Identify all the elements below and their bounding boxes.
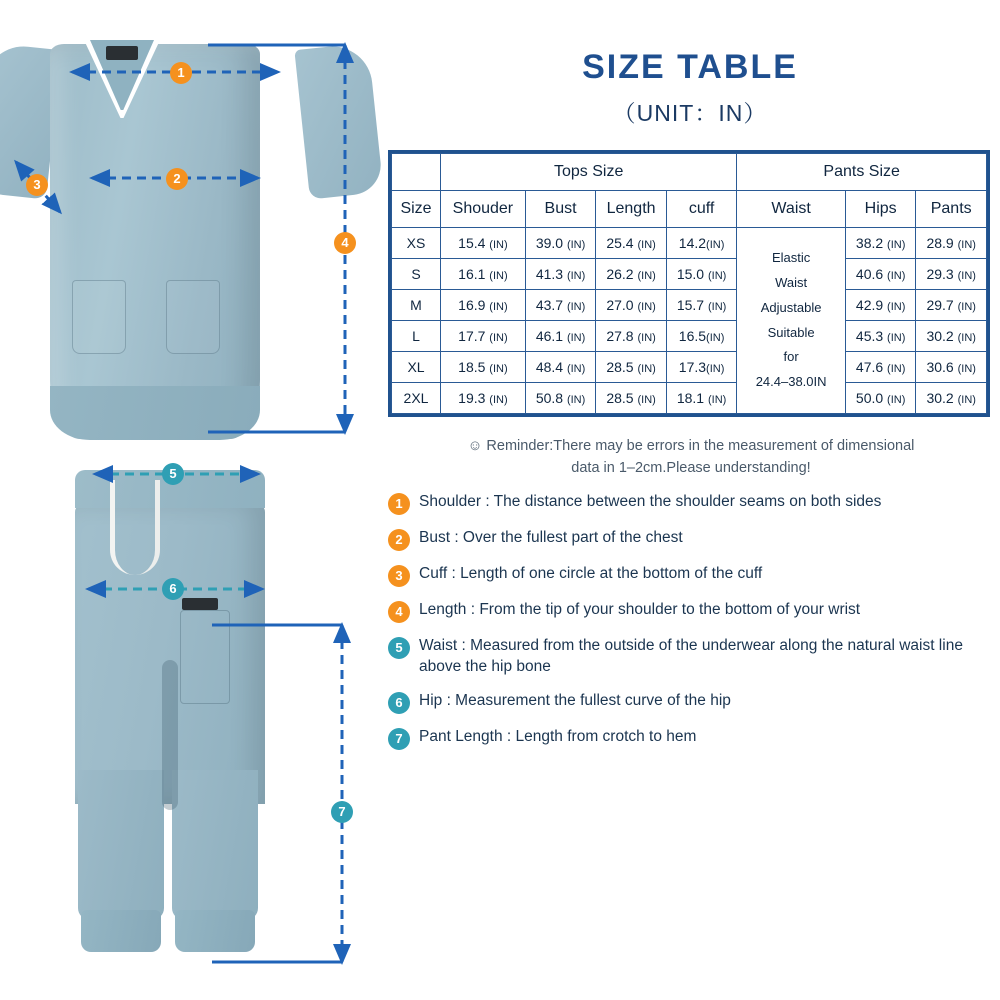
value-length: 28.5	[606, 390, 634, 406]
measurement-legend	[388, 492, 1000, 750]
cell-hips	[845, 383, 916, 414]
unit-label: (IN)	[637, 239, 656, 251]
value-hips: 45.3	[855, 328, 884, 344]
value-bust: 43.7	[535, 297, 564, 313]
page-title: SIZE TABLE	[582, 48, 798, 86]
unit-label: (IN)	[957, 301, 976, 313]
cell-shoulder	[441, 259, 526, 290]
marker-6-hip: 6	[162, 578, 184, 600]
legend-badge-3: 3	[388, 565, 410, 587]
marker-3-cuff: 3	[26, 174, 48, 196]
unit-label: (IN)	[887, 394, 906, 406]
legend-text-4: Length : From the tip of your shoulder to the bottom of your wrist	[419, 600, 861, 618]
cell-size: S	[392, 259, 441, 290]
unit-label: (IN)	[566, 363, 586, 375]
garment-illustrations	[0, 0, 380, 1000]
marker-5-waist: 5	[162, 463, 184, 485]
value-shoulder: 18.5	[458, 359, 486, 375]
cell-shoulder	[441, 383, 526, 414]
cell-length	[596, 383, 667, 414]
legend-badge-1: 1	[388, 493, 410, 515]
unit-label: (IN)	[489, 301, 508, 313]
cell-hips	[845, 321, 916, 352]
table-row	[392, 383, 987, 414]
legend-badge-5: 5	[388, 637, 410, 659]
unit-label: (IN)	[489, 270, 508, 282]
value-shoulder: 15.4	[458, 235, 486, 251]
value-pants: 30.6	[926, 359, 954, 375]
waist-note-line-3: Adjustable	[760, 299, 822, 315]
value-hips: 38.2	[855, 235, 884, 251]
cell-waist-note	[737, 228, 846, 414]
unit-label: (IN)	[957, 363, 976, 375]
legend-text-6: Hip : Measurement the fullest curve of the hip	[419, 691, 731, 709]
column-header-waist: Waist	[737, 191, 846, 228]
size-info-panel	[380, 0, 1000, 1000]
table-row	[392, 228, 987, 259]
unit-label: (IN)	[707, 270, 727, 282]
waist-note-line-4: Suitable	[767, 324, 815, 340]
unit-label: (IN)	[887, 270, 906, 282]
column-header-cuff: cuff	[666, 191, 737, 228]
unit-label: (IN)	[957, 332, 976, 344]
column-header-pants: Pants	[916, 191, 987, 228]
waist-note-line-6: 24.4–38.0IN	[755, 373, 827, 389]
table-column-header-row	[392, 191, 987, 228]
value-pants: 29.7	[926, 297, 954, 313]
value-bust: 48.4	[535, 359, 564, 375]
unit-label: (IN)	[887, 301, 906, 313]
legend-badge-4: 4	[388, 601, 410, 623]
value-pants: 30.2	[926, 390, 954, 406]
value-bust: 46.1	[535, 328, 564, 344]
marker-4-length: 4	[334, 232, 356, 254]
cell-bust	[525, 383, 596, 414]
table-row	[392, 259, 987, 290]
unit-label: (IN)	[887, 332, 906, 344]
cell-hips	[845, 290, 916, 321]
reminder-note	[406, 435, 976, 480]
cell-length	[596, 321, 667, 352]
unit-label: (IN)	[566, 239, 586, 251]
table-group-header-row	[392, 154, 987, 191]
cell-cuff	[666, 352, 737, 383]
unit-label: (IN)	[566, 332, 586, 344]
value-pants: 28.9	[926, 235, 954, 251]
value-cuff: 14.2	[678, 235, 707, 251]
group-header-pants: Pants Size	[737, 154, 987, 191]
measurement-arrows	[0, 0, 380, 1000]
unit-label: (IN)	[706, 363, 725, 375]
list-item	[388, 691, 1000, 714]
cell-size: L	[392, 321, 441, 352]
unit-label: (IN)	[887, 363, 906, 375]
marker-2-bust: 2	[166, 168, 188, 190]
value-length: 27.0	[606, 297, 634, 313]
cell-pants	[916, 352, 987, 383]
cell-bust	[525, 352, 596, 383]
legend-text-5: Waist : Measured from the outside of the underwear along the natural waist line above the hip bone	[419, 636, 963, 675]
unit-label: (IN)	[489, 394, 508, 406]
value-length: 28.5	[606, 359, 634, 375]
list-item	[388, 600, 1000, 623]
value-shoulder: 19.3	[458, 390, 486, 406]
cell-hips	[845, 228, 916, 259]
cell-bust	[525, 321, 596, 352]
value-cuff: 17.3	[678, 359, 707, 375]
value-cuff: 15.0	[676, 266, 705, 282]
value-length: 27.8	[606, 328, 634, 344]
unit-label: (IN)	[637, 270, 656, 282]
cell-length	[596, 352, 667, 383]
unit-subtitle: （UNIT：IN）	[612, 100, 768, 126]
cell-cuff	[666, 228, 737, 259]
cell-cuff	[666, 290, 737, 321]
value-hips: 40.6	[855, 266, 884, 282]
column-header-shoulder: Shouder	[441, 191, 526, 228]
legend-badge-7: 7	[388, 728, 410, 750]
smiley-icon: ☺	[467, 438, 483, 454]
value-hips: 47.6	[855, 359, 884, 375]
value-shoulder: 16.9	[458, 297, 486, 313]
unit-label: (IN)	[957, 270, 976, 282]
list-item	[388, 636, 1000, 678]
unit-label: (IN)	[489, 332, 508, 344]
list-item	[388, 492, 1000, 515]
value-pants: 29.3	[926, 266, 954, 282]
unit-label: (IN)	[566, 301, 586, 313]
cell-size: 2XL	[392, 383, 441, 414]
cell-length	[596, 228, 667, 259]
waist-note-line-5: for	[783, 349, 799, 365]
cell-length	[596, 259, 667, 290]
value-bust: 39.0	[535, 235, 564, 251]
legend-text-2: Bust : Over the fullest part of the chest	[419, 528, 683, 546]
legend-text-1: Shoulder : The distance between the shoulder seams on both sides	[419, 492, 882, 510]
marker-1-shoulder: 1	[170, 62, 192, 84]
cell-cuff	[666, 259, 737, 290]
unit-label: (IN)	[489, 239, 508, 251]
value-length: 25.4	[606, 235, 634, 251]
cell-cuff	[666, 383, 737, 414]
unit-label: (IN)	[489, 363, 508, 375]
list-item	[388, 528, 1000, 551]
unit-label: (IN)	[706, 239, 725, 251]
cell-pants	[916, 383, 987, 414]
unit-label: (IN)	[707, 394, 727, 406]
value-shoulder: 16.1	[458, 266, 486, 282]
group-header-blank	[392, 154, 441, 191]
cell-size: XL	[392, 352, 441, 383]
cell-size: XS	[392, 228, 441, 259]
unit-label: (IN)	[566, 394, 586, 406]
value-shoulder: 17.7	[458, 328, 486, 344]
value-cuff: 16.5	[678, 328, 707, 344]
cell-shoulder	[441, 352, 526, 383]
value-cuff: 15.7	[676, 297, 705, 313]
value-pants: 30.2	[926, 328, 954, 344]
unit-label: (IN)	[957, 394, 976, 406]
legend-badge-6: 6	[388, 692, 410, 714]
cell-length	[596, 290, 667, 321]
waist-note-line-1: Elastic	[771, 250, 811, 266]
column-header-size: Size	[392, 191, 441, 228]
legend-badge-2: 2	[388, 529, 410, 551]
value-hips: 50.0	[855, 390, 884, 406]
unit-label: (IN)	[887, 239, 906, 251]
value-bust: 50.8	[535, 390, 564, 406]
table-row	[392, 352, 987, 383]
unit-label: (IN)	[706, 332, 725, 344]
cell-cuff	[666, 321, 737, 352]
cell-bust	[525, 228, 596, 259]
legend-text-3: Cuff : Length of one circle at the bottom of the cuff	[419, 564, 763, 582]
group-header-tops: Tops Size	[441, 154, 737, 191]
cell-hips	[845, 259, 916, 290]
list-item	[388, 564, 1000, 587]
marker-7-pant-length: 7	[331, 801, 353, 823]
cell-shoulder	[441, 228, 526, 259]
cell-pants	[916, 321, 987, 352]
waist-note-line-2: Waist	[775, 275, 808, 291]
unit-label: (IN)	[707, 301, 727, 313]
cell-size: M	[392, 290, 441, 321]
reminder-line-1: Reminder:There may be errors in the measurement of dimensional	[486, 438, 915, 454]
column-header-hips: Hips	[845, 191, 916, 228]
column-header-bust: Bust	[525, 191, 596, 228]
cell-pants	[916, 290, 987, 321]
value-bust: 41.3	[535, 266, 564, 282]
column-header-length: Length	[596, 191, 667, 228]
cell-bust	[525, 259, 596, 290]
unit-label: (IN)	[957, 239, 976, 251]
table-row	[392, 321, 987, 352]
cell-shoulder	[441, 290, 526, 321]
value-length: 26.2	[606, 266, 634, 282]
cell-hips	[845, 352, 916, 383]
legend-text-7: Pant Length : Length from crotch to hem	[419, 727, 697, 745]
value-cuff: 18.1	[676, 390, 705, 406]
cell-pants	[916, 259, 987, 290]
unit-label: (IN)	[637, 332, 656, 344]
unit-label: (IN)	[566, 270, 586, 282]
size-table-container	[388, 150, 990, 417]
size-table	[391, 153, 987, 414]
table-row	[392, 290, 987, 321]
unit-label: (IN)	[637, 394, 656, 406]
unit-label: (IN)	[637, 363, 656, 375]
reminder-line-2: data in 1–2cm.Please understanding!	[571, 460, 811, 477]
value-hips: 42.9	[855, 297, 884, 313]
list-item	[388, 727, 1000, 750]
cell-shoulder	[441, 321, 526, 352]
cell-bust	[525, 290, 596, 321]
cell-pants	[916, 228, 987, 259]
unit-label: (IN)	[637, 301, 656, 313]
